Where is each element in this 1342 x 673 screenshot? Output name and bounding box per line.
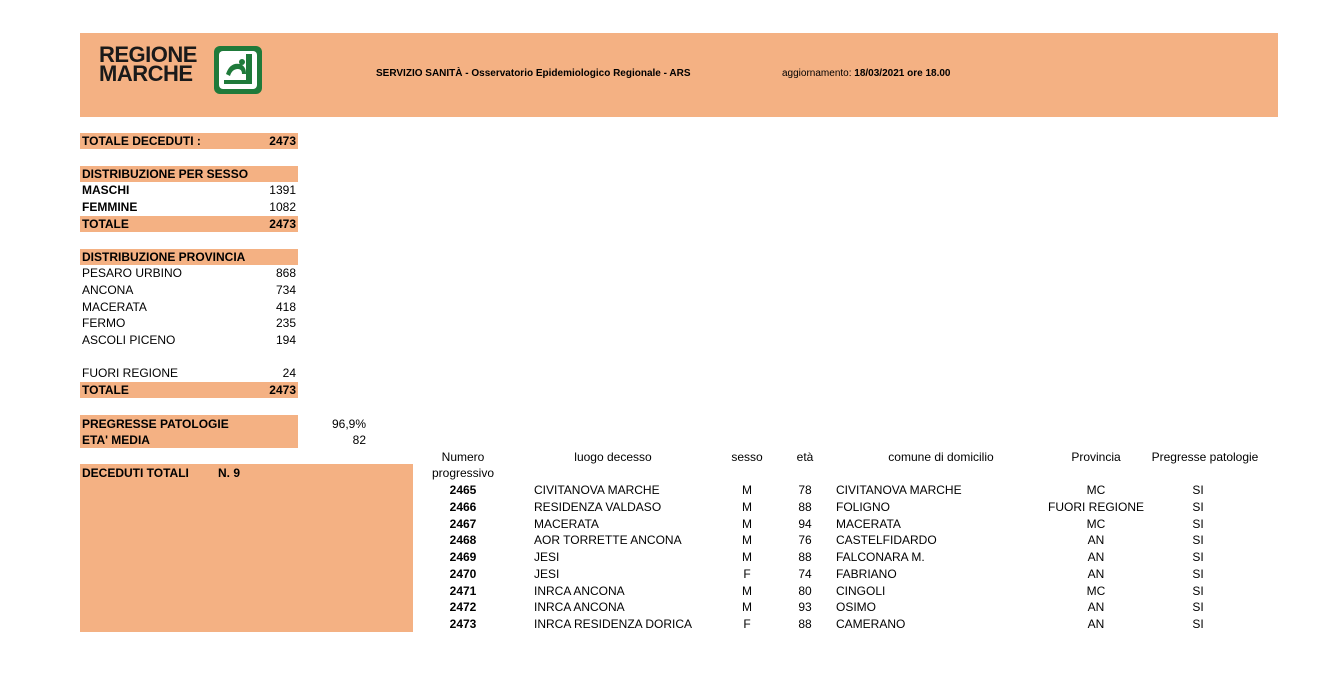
row-patologie: SI <box>1192 516 1204 531</box>
row-provincia: MC <box>1086 583 1106 598</box>
row-luogo: RESIDENZA VALDASO <box>534 499 662 514</box>
sesso-total-row: TOTALE 2473 <box>82 217 296 231</box>
row-comune: CASTELFIDARDO <box>836 533 937 548</box>
sesso-row-maschi: MASCHI 1391 <box>82 183 296 197</box>
row-eta: 78 <box>798 483 812 497</box>
row-luogo: CIVITANOVA MARCHE <box>534 483 660 497</box>
row-luogo: MACERATA <box>534 516 599 531</box>
row-numero: 2469 <box>449 550 477 564</box>
header-provincia: Provincia <box>1071 450 1121 464</box>
row-patologie: SI <box>1192 499 1204 514</box>
row-luogo: AOR TORRETTE ANCONA <box>534 533 682 548</box>
row-sesso: M <box>742 583 752 598</box>
pregresse-value: 96,9% <box>331 417 366 431</box>
update-label: aggiornamento: <box>782 68 852 79</box>
row-comune: OSIMO <box>836 600 877 615</box>
row-provincia: MC <box>1086 483 1106 497</box>
row-provincia: AN <box>1087 550 1105 564</box>
update-value: 18/03/2021 ore 18.00 <box>854 68 951 79</box>
header-numero: Numero progressivo <box>431 450 495 480</box>
row-provincia: MC <box>1086 516 1106 531</box>
row-sesso: M <box>742 516 752 531</box>
row-sesso: F <box>743 617 751 631</box>
row-eta: 88 <box>798 550 812 564</box>
provincia-section-title: DISTRIBUZIONE PROVINCIA <box>80 249 298 265</box>
row-sesso: M <box>742 533 752 548</box>
row-sesso: F <box>743 566 751 581</box>
row-patologie: SI <box>1192 566 1204 581</box>
row-luogo: JESI <box>534 566 560 581</box>
row-numero: 2472 <box>449 600 477 615</box>
provincia-row-fuori-regione: FUORI REGIONE 24 <box>82 366 296 380</box>
row-patologie: SI <box>1192 600 1204 615</box>
row-sesso: M <box>742 483 752 497</box>
row-sesso: M <box>742 499 752 514</box>
header-patologie: Pregresse patologie <box>1151 450 1259 464</box>
deceduti-totali-count: N. 9 <box>218 466 241 480</box>
row-patologie: SI <box>1192 617 1204 631</box>
row-numero: 2471 <box>449 583 477 598</box>
row-provincia: AN <box>1087 617 1105 631</box>
deceduti-totali-block <box>80 464 413 632</box>
row-comune: FALCONARA M. <box>836 550 925 564</box>
service-title: SERVIZIO SANITÀ - Osservatorio Epidemiologico Regionale - ARS <box>376 68 691 79</box>
provincia-row-pesaro: PESARO URBINO 868 <box>82 266 296 280</box>
row-patologie: SI <box>1192 550 1204 564</box>
deceduti-totali-label: DECEDUTI TOTALI <box>82 466 189 480</box>
row-comune: MACERATA <box>836 516 901 531</box>
regione-marche-emblem-icon <box>212 44 264 96</box>
row-numero: 2467 <box>449 516 477 531</box>
row-luogo: INRCA ANCONA <box>534 600 625 615</box>
row-patologie: SI <box>1192 483 1204 497</box>
row-patologie: SI <box>1192 533 1204 548</box>
regione-marche-logo-text: REGIONE MARCHE <box>99 42 197 86</box>
row-eta: 76 <box>798 533 812 548</box>
row-numero: 2470 <box>449 566 477 581</box>
row-eta: 80 <box>798 583 812 598</box>
provincia-row-fermo: FERMO 235 <box>82 316 296 330</box>
header-eta: età <box>796 450 814 464</box>
provincia-total-row: TOTALE 2473 <box>82 383 296 397</box>
provincia-row-ancona: ANCONA 734 <box>82 283 296 297</box>
row-comune: FOLIGNO <box>836 499 891 514</box>
row-luogo: INRCA ANCONA <box>534 583 625 598</box>
row-sesso: M <box>742 550 752 564</box>
row-eta: 88 <box>798 617 812 631</box>
eta-media-label: ETA' MEDIA <box>82 433 150 447</box>
row-comune: FABRIANO <box>836 566 897 581</box>
update-info <box>782 68 950 79</box>
eta-media-value: 82 <box>352 433 366 447</box>
row-eta: 94 <box>798 516 812 531</box>
row-luogo: JESI <box>534 550 560 564</box>
row-luogo: INRCA RESIDENZA DORICA <box>534 617 693 631</box>
row-provincia: AN <box>1087 533 1105 548</box>
provincia-row-ascoli: ASCOLI PICENO 194 <box>82 333 296 347</box>
row-patologie: SI <box>1192 583 1204 598</box>
header-luogo: luogo decesso <box>574 450 652 464</box>
row-provincia: AN <box>1087 566 1105 581</box>
row-sesso: M <box>742 600 752 615</box>
row-provincia: FUORI REGIONE <box>1047 499 1144 514</box>
totale-deceduti-row: TOTALE DECEDUTI : 2473 <box>82 134 296 148</box>
row-numero: 2473 <box>449 617 477 631</box>
row-eta: 74 <box>798 566 812 581</box>
row-comune: CINGOLI <box>836 583 886 598</box>
row-comune: CAMERANO <box>836 617 906 631</box>
header-comune: comune di domicilio <box>888 450 994 464</box>
row-comune: CIVITANOVA MARCHE <box>836 483 962 497</box>
row-numero: 2466 <box>449 499 477 514</box>
row-eta: 88 <box>798 499 812 514</box>
provincia-row-macerata: MACERATA 418 <box>82 300 296 314</box>
pregresse-label: PREGRESSE PATOLOGIE <box>82 417 229 431</box>
header-sesso: sesso <box>731 450 763 464</box>
sesso-row-femmine: FEMMINE 1082 <box>82 200 296 214</box>
row-provincia: AN <box>1087 600 1105 615</box>
row-numero: 2468 <box>449 533 477 548</box>
row-numero: 2465 <box>449 483 477 497</box>
row-eta: 93 <box>798 600 812 615</box>
sesso-section-title: DISTRIBUZIONE PER SESSO <box>80 166 298 182</box>
